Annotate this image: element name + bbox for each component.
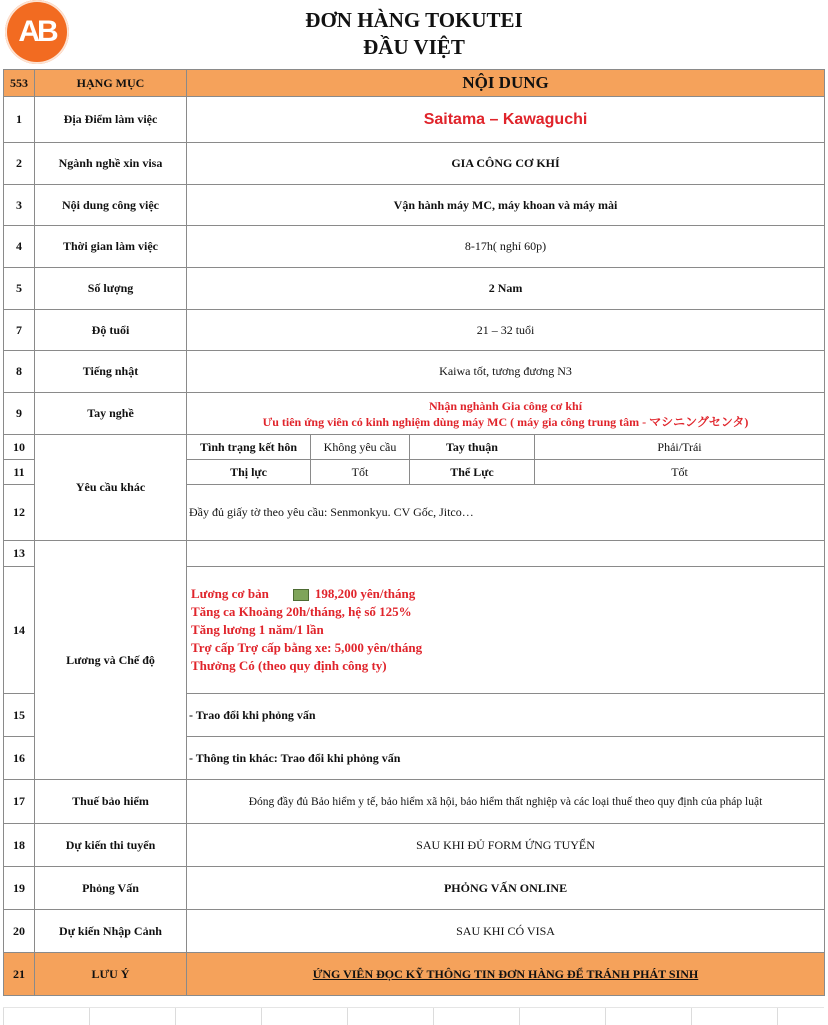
row-number: 9 bbox=[4, 393, 35, 435]
tax-insurance: Đóng đầy đủ Bảo hiểm y tế, bảo hiểm xã hội, bảo hiểm thất nghiệp và các loại thuế theo quy định của pháp luật bbox=[187, 780, 825, 824]
handedness-label: Tay thuận bbox=[410, 435, 535, 460]
row-number: 21 bbox=[4, 953, 35, 996]
japanese-level: Kaiwa tốt, tương đương N3 bbox=[187, 351, 825, 393]
skill-requirement bbox=[187, 393, 825, 435]
row-label: Thời gian làm việc bbox=[35, 226, 187, 268]
allowance-line: Trợ cấp Trợ cấp bằng xe: 5,000 yên/tháng bbox=[191, 640, 423, 655]
row-number: 13 bbox=[4, 541, 35, 567]
table-row bbox=[4, 97, 825, 143]
marital-status-value: Không yêu cầu bbox=[311, 435, 410, 460]
header-row bbox=[4, 70, 825, 97]
empty-cell bbox=[187, 541, 825, 567]
documents-required: Đầy đủ giấy tờ theo yêu cầu: Senmonkyu. CV Gốc, Jitco… bbox=[187, 485, 825, 541]
page-title: ĐƠN HÀNG TOKUTEI bbox=[305, 8, 523, 32]
note-text: ỨNG VIÊN ĐỌC KỸ THÔNG TIN ĐƠN HÀNG ĐỂ TRÁNH PHÁT SINH bbox=[187, 953, 825, 996]
order-sheet bbox=[3, 69, 824, 996]
headcount: 2 Nam bbox=[187, 268, 825, 310]
interview-discussion: - Trao đổi khi phỏng vấn bbox=[187, 694, 825, 737]
eyesight-value: Tốt bbox=[311, 460, 410, 485]
row-number: 10 bbox=[4, 435, 35, 460]
marital-status-label: Tình trạng kết hôn bbox=[187, 435, 311, 460]
table-row bbox=[4, 393, 825, 435]
note-row bbox=[4, 953, 825, 996]
header-id: 553 bbox=[4, 70, 35, 97]
order-table bbox=[3, 69, 825, 996]
row-number: 3 bbox=[4, 185, 35, 226]
page-subtitle: ĐẦU VIỆT bbox=[363, 35, 465, 59]
other-info: - Thông tin khác: Trao đổi khi phỏng vấn bbox=[187, 737, 825, 780]
bonus-line: Thưởng Có (theo quy định công ty) bbox=[191, 658, 387, 673]
row-label: Ngành nghề xin visa bbox=[35, 143, 187, 185]
base-salary-line bbox=[191, 585, 820, 603]
row-number: 1 bbox=[4, 97, 35, 143]
row-number: 20 bbox=[4, 910, 35, 953]
table-row bbox=[4, 185, 825, 226]
row-label: Tay nghề bbox=[35, 393, 187, 435]
sheet-gridlines bbox=[3, 1007, 824, 1025]
handedness-value: Phải/Trái bbox=[535, 435, 825, 460]
row-label: Dự kiến thi tuyển bbox=[35, 824, 187, 867]
row-label: Dự kiến Nhập Cảnh bbox=[35, 910, 187, 953]
physical-value: Tốt bbox=[535, 460, 825, 485]
row-label: Địa Điểm làm việc bbox=[35, 97, 187, 143]
interview-type: PHỎNG VẤN ONLINE bbox=[187, 867, 825, 910]
table-row bbox=[4, 541, 825, 567]
header-category: HẠNG MỤC bbox=[35, 70, 187, 97]
other-requirements-label: Yêu cầu khác bbox=[35, 435, 187, 541]
table-row bbox=[4, 824, 825, 867]
row-number: 16 bbox=[4, 737, 35, 780]
row-label: Phỏng Vấn bbox=[35, 867, 187, 910]
header-content: NỘI DUNG bbox=[187, 70, 825, 97]
table-row bbox=[4, 143, 825, 185]
physical-label: Thể Lực bbox=[410, 460, 535, 485]
exam-schedule: SAU KHI ĐỦ FORM ỨNG TUYỂN bbox=[187, 824, 825, 867]
row-label: Số lượng bbox=[35, 268, 187, 310]
row-number: 8 bbox=[4, 351, 35, 393]
salary-label: Lương và Chế độ bbox=[35, 541, 187, 780]
table-row bbox=[4, 435, 825, 460]
row-number: 19 bbox=[4, 867, 35, 910]
table-row bbox=[4, 910, 825, 953]
row-number: 4 bbox=[4, 226, 35, 268]
table-row bbox=[4, 351, 825, 393]
table-row bbox=[4, 780, 825, 824]
work-location: Saitama – Kawaguchi bbox=[187, 97, 825, 143]
table-row bbox=[4, 310, 825, 351]
skill-line-2: Ưu tiên ứng viên có kinh nghiệm dùng máy MC ( máy gia công trung tâm - マシニングセンタ) bbox=[262, 414, 749, 429]
row-number: 18 bbox=[4, 824, 35, 867]
row-label: Nội dung công việc bbox=[35, 185, 187, 226]
note-label: LƯU Ý bbox=[35, 953, 187, 996]
row-number: 11 bbox=[4, 460, 35, 485]
table-row bbox=[4, 268, 825, 310]
age-range: 21 – 32 tuổi bbox=[187, 310, 825, 351]
row-number: 12 bbox=[4, 485, 35, 541]
row-label: Thuế bảo hiểm bbox=[35, 780, 187, 824]
row-number: 2 bbox=[4, 143, 35, 185]
working-hours: 8-17h( nghỉ 60p) bbox=[187, 226, 825, 268]
row-label: Tiếng nhật bbox=[35, 351, 187, 393]
table-row bbox=[4, 226, 825, 268]
salary-details bbox=[187, 567, 825, 694]
base-salary-value: 198,200 yên/tháng bbox=[314, 586, 416, 601]
skill-line-1: Nhận nghành Gia công cơ khí bbox=[429, 398, 583, 413]
row-number: 17 bbox=[4, 780, 35, 824]
base-salary-label: Lương cơ bản bbox=[191, 586, 269, 601]
table-row bbox=[4, 867, 825, 910]
entry-schedule: SAU KHI CÓ VISA bbox=[187, 910, 825, 953]
visa-occupation: GIA CÔNG CƠ KHÍ bbox=[187, 143, 825, 185]
logo-text: AB bbox=[18, 15, 56, 48]
job-description: Vận hành máy MC, máy khoan và máy mài bbox=[187, 185, 825, 226]
row-number: 14 bbox=[4, 567, 35, 694]
row-number: 5 bbox=[4, 268, 35, 310]
eyesight-label: Thị lực bbox=[187, 460, 311, 485]
raise-line: Tăng lương 1 năm/1 lần bbox=[191, 622, 324, 637]
row-label: Độ tuổi bbox=[35, 310, 187, 351]
money-icon bbox=[293, 589, 309, 601]
overtime-line: Tăng ca Khoảng 20h/tháng, hệ số 125% bbox=[191, 604, 412, 619]
row-number: 15 bbox=[4, 694, 35, 737]
row-number: 7 bbox=[4, 310, 35, 351]
